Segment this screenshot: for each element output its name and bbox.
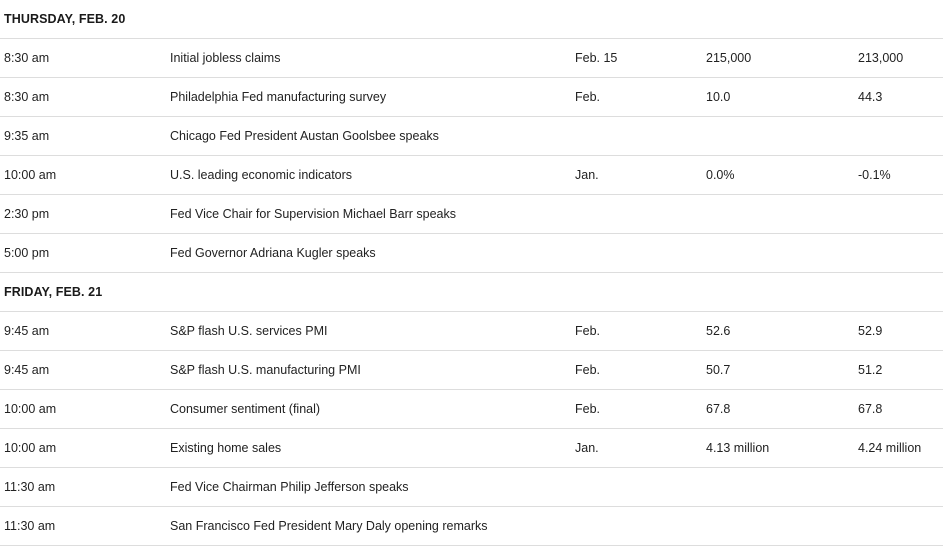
- event-time: 8:30 am: [0, 39, 170, 78]
- event-actual: [706, 117, 858, 156]
- event-actual: 67.8: [706, 390, 858, 429]
- event-time: 11:30 am: [0, 507, 170, 546]
- event-previous: 51.2: [858, 351, 943, 390]
- event-actual: 10.0: [706, 78, 858, 117]
- event-previous: 44.3: [858, 78, 943, 117]
- event-time: 8:30 am: [0, 78, 170, 117]
- event-previous: [858, 117, 943, 156]
- event-period: Feb.: [575, 312, 706, 351]
- event-actual: 4.13 million: [706, 429, 858, 468]
- event-previous: [858, 507, 943, 546]
- event-name: Chicago Fed President Austan Goolsbee speaks: [170, 117, 575, 156]
- event-period: [575, 117, 706, 156]
- event-previous: [858, 468, 943, 507]
- event-row: [0, 195, 943, 234]
- event-time: 9:45 am: [0, 351, 170, 390]
- event-name: Consumer sentiment (final): [170, 390, 575, 429]
- event-row: [0, 312, 943, 351]
- event-actual: [706, 468, 858, 507]
- event-name: S&P flash U.S. manufacturing PMI: [170, 351, 575, 390]
- event-name: Fed Vice Chair for Supervision Michael Barr speaks: [170, 195, 575, 234]
- day-heading: FRIDAY, FEB. 21: [0, 273, 943, 312]
- event-time: 2:30 pm: [0, 195, 170, 234]
- event-time: 10:00 am: [0, 429, 170, 468]
- day-heading-row: [0, 0, 943, 39]
- event-time: 11:30 am: [0, 468, 170, 507]
- event-time: 9:35 am: [0, 117, 170, 156]
- event-row: [0, 429, 943, 468]
- event-row: [0, 390, 943, 429]
- day-heading: THURSDAY, FEB. 20: [0, 0, 943, 39]
- event-previous: -0.1%: [858, 156, 943, 195]
- event-actual: [706, 195, 858, 234]
- event-name: S&P flash U.S. services PMI: [170, 312, 575, 351]
- event-period: [575, 195, 706, 234]
- event-period: [575, 234, 706, 273]
- event-actual: 50.7: [706, 351, 858, 390]
- event-period: Feb.: [575, 78, 706, 117]
- event-previous: 4.24 million: [858, 429, 943, 468]
- event-previous: 52.9: [858, 312, 943, 351]
- event-actual: 215,000: [706, 39, 858, 78]
- event-previous: 213,000: [858, 39, 943, 78]
- event-period: Feb.: [575, 351, 706, 390]
- day-heading-row: [0, 273, 943, 312]
- event-period: [575, 507, 706, 546]
- event-time: 9:45 am: [0, 312, 170, 351]
- event-period: Feb.: [575, 390, 706, 429]
- event-time: 10:00 am: [0, 156, 170, 195]
- event-previous: 67.8: [858, 390, 943, 429]
- event-previous: [858, 195, 943, 234]
- event-period: Jan.: [575, 429, 706, 468]
- event-period: [575, 468, 706, 507]
- event-period: Feb. 15: [575, 39, 706, 78]
- event-previous: [858, 234, 943, 273]
- event-time: 10:00 am: [0, 390, 170, 429]
- event-period: Jan.: [575, 156, 706, 195]
- event-name: Initial jobless claims: [170, 39, 575, 78]
- event-row: [0, 78, 943, 117]
- event-actual: [706, 507, 858, 546]
- event-row: [0, 156, 943, 195]
- event-actual: 0.0%: [706, 156, 858, 195]
- event-name: San Francisco Fed President Mary Daly opening remarks: [170, 507, 575, 546]
- event-row: [0, 117, 943, 156]
- event-name: Fed Vice Chairman Philip Jefferson speaks: [170, 468, 575, 507]
- event-row: [0, 234, 943, 273]
- event-actual: 52.6: [706, 312, 858, 351]
- event-row: [0, 39, 943, 78]
- event-name: U.S. leading economic indicators: [170, 156, 575, 195]
- event-name: Philadelphia Fed manufacturing survey: [170, 78, 575, 117]
- event-row: [0, 351, 943, 390]
- event-name: Existing home sales: [170, 429, 575, 468]
- event-row: [0, 507, 943, 546]
- event-name: Fed Governor Adriana Kugler speaks: [170, 234, 575, 273]
- event-time: 5:00 pm: [0, 234, 170, 273]
- event-row: [0, 468, 943, 507]
- event-actual: [706, 234, 858, 273]
